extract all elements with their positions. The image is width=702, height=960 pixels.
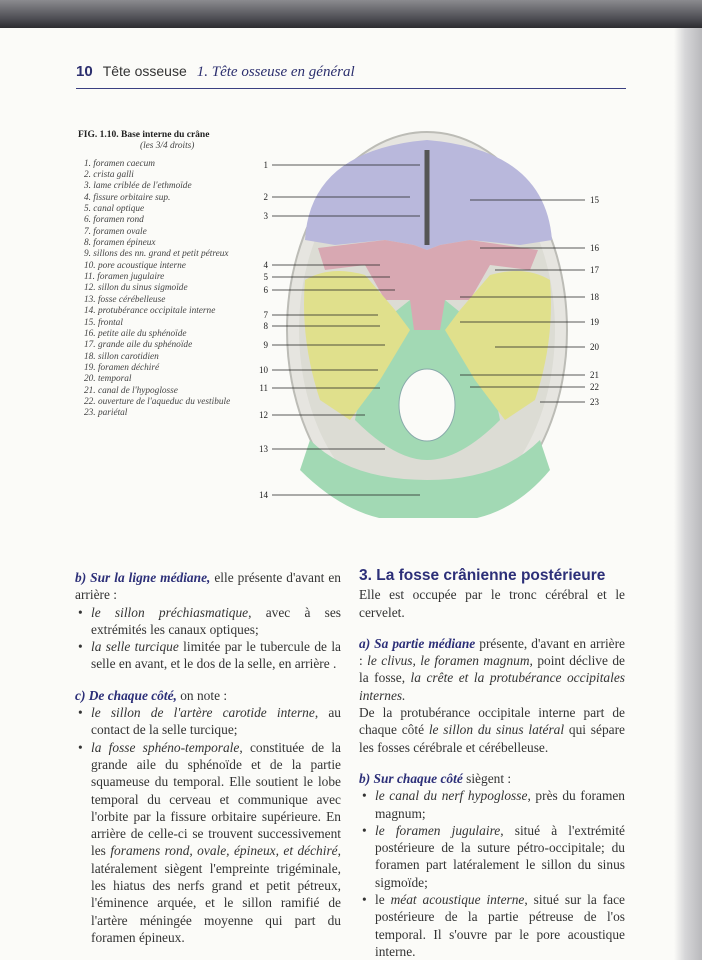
bullet-item	[75, 704, 341, 739]
legend-item: 21. canal de l'hypoglosse	[84, 385, 178, 396]
subheading: b) Sur chaque côté	[359, 770, 463, 786]
callout-number: 12	[259, 410, 268, 420]
text: De la protubérance occipitale interne part de chaque côté	[359, 705, 625, 738]
legend-item: 6. foramen rond	[84, 215, 144, 226]
text: point déclive de la fosse,	[359, 653, 626, 686]
subheading: b) Sur la ligne médiane,	[75, 570, 211, 585]
callout-number: 23	[590, 397, 599, 407]
italic-term: le sillon du sinus latéral	[428, 722, 565, 738]
legend-item: 15. frontal	[84, 317, 123, 328]
figure-subtitle: (les 3/4 droits)	[140, 141, 195, 152]
chapter-title: Tête osseuse	[102, 63, 187, 79]
callout-number: 8	[263, 321, 268, 331]
text: , près du foramen magnum;	[375, 788, 626, 821]
italic-term: la fosse sphéno-temporale	[91, 739, 240, 755]
text: , avec à ses extrémités les canaux optiques;	[91, 604, 341, 637]
paragraph	[359, 770, 625, 787]
figure-title: FIG. 1.10. Base interne du crâne	[78, 130, 210, 140]
legend-item: 17. grande aile du sphénoïde	[84, 340, 193, 351]
legend-item: 10. pore acoustique interne	[84, 260, 186, 271]
text: le	[375, 892, 391, 908]
legend-item: 13. fosse cérébelleuse	[84, 294, 166, 305]
callout-number: 22	[590, 382, 599, 392]
text: , situé à l'extrémité postérieure de la suture pétro-occipitale; du foramen part latéralement le sillon du sinus sigmoïde;	[375, 822, 626, 890]
legend-item: 22. ouverture de l'aqueduc du vestibule	[84, 396, 231, 407]
legend-item: 16. petite aile du sphénoïde	[84, 328, 187, 339]
callout-number: 5	[263, 272, 268, 282]
callout-number: 7	[263, 310, 268, 320]
legend-item: 20. temporal	[84, 374, 132, 385]
legend-item: 14. protubérance occipitale interne	[84, 306, 216, 317]
subheading: c) De chaque côté,	[75, 687, 177, 703]
section-heading	[359, 567, 625, 584]
callout-number: 1	[263, 160, 268, 170]
italic-term: le sillon de l'artère carotide interne	[91, 705, 315, 721]
bullet-item	[75, 638, 341, 673]
text: on note :	[176, 687, 228, 703]
text: présente, d'avant en arrière :	[359, 635, 626, 669]
callout-number: 9	[263, 340, 268, 350]
right-text-column	[359, 567, 625, 960]
book-gutter-shadow	[674, 28, 702, 960]
legend-item: 5. canal optique	[84, 204, 145, 215]
scan-top-edge	[0, 0, 702, 28]
paragraph	[359, 635, 625, 704]
text: , latéralement siègent l'empreinte trigéminale, les hiatus des nerfs grand et petit pétreux, l'éminence arquée, et le sillon ramifié de l'artère méningée moyenne qui part du foramen épineux.	[91, 843, 341, 945]
paragraph	[359, 704, 625, 756]
bullet-item	[359, 822, 625, 891]
callout-number: 18	[590, 292, 599, 302]
callout-number: 11	[259, 383, 268, 393]
legend-item: 8. foramen épineux	[84, 238, 156, 249]
callout-number: 14	[259, 490, 268, 500]
spacer	[359, 756, 625, 770]
spacer	[359, 621, 625, 635]
italic-term: méat acoustique interne	[390, 892, 525, 908]
bullet-item	[359, 787, 625, 822]
callout-number: 3	[263, 211, 268, 221]
callout-number: 15	[590, 195, 599, 205]
italic-term: le foramen jugulaire	[375, 822, 501, 838]
italic-term: foramens rond, ovale, épineux, et déchiré	[110, 843, 338, 859]
legend-item: 11. foramen jugulaire	[84, 272, 165, 283]
italic-term: le canal du nerf hypoglosse	[375, 788, 528, 804]
legend-item: 1. foramen caecum	[84, 158, 155, 169]
text: limitée par le tubercule de la selle en avant, et le dos de la selle, en arrière .	[91, 639, 341, 672]
callout-number: 16	[590, 243, 599, 253]
paragraph	[75, 569, 341, 604]
legend-item: 18. sillon carotidien	[84, 351, 159, 362]
spacer	[75, 673, 341, 687]
callout-number: 19	[590, 317, 599, 327]
italic-term: la selle turcique	[91, 639, 179, 655]
paragraph	[359, 586, 625, 621]
callout-number: 4	[263, 260, 268, 270]
text: , constituée de la grande aile du sphénoïde et de la partie squameuse du temporal. Elle soutient le lobe temporal du cerveau et communique avec l'orbite par la fissure orbitaire supérieure. En arrière de celle-ci se trouvent successivement les	[91, 739, 341, 859]
figure-legend	[78, 130, 248, 420]
bullet-item	[359, 891, 625, 960]
legend-item: 19. foramen déchiré	[84, 362, 160, 373]
text: qui sépare les fosses cérébrale et cérébelleuse.	[359, 722, 625, 755]
callout-number: 10	[259, 365, 268, 375]
page-number: 10	[76, 63, 93, 80]
paragraph	[75, 687, 341, 704]
legend-item: 3. lame criblée de l'ethmoïde	[84, 181, 192, 192]
running-header	[76, 63, 626, 89]
callout-number: 17	[590, 265, 599, 275]
bullet-item	[75, 739, 341, 947]
callout-number: 21	[590, 370, 599, 380]
legend-item: 12. sillon du sinus sigmoïde	[84, 283, 188, 294]
text: siègent :	[462, 770, 512, 786]
callout-number: 20	[590, 342, 599, 352]
text: Elle est occupée par le tronc cérébral et le cervelet.	[359, 587, 625, 620]
legend-item: 7. foramen ovale	[84, 226, 147, 237]
text: elle présente d'avant en arrière :	[75, 570, 341, 603]
bullet-item	[75, 604, 341, 639]
italic-term: le clivus, le foramen magnum,	[367, 653, 533, 669]
section-title: 1. Tête osseuse en général	[196, 64, 355, 80]
callout-number: 2	[263, 192, 268, 202]
text: 3. La fosse crânienne postérieure	[359, 567, 606, 584]
callout-number: 13	[259, 444, 268, 454]
legend-list	[78, 159, 248, 420]
legend-item: 23. pariétal	[84, 408, 128, 419]
legend-item: 2. crista galli	[84, 170, 134, 181]
skull-base-illustration	[230, 128, 630, 518]
left-text-column	[75, 569, 341, 946]
foramen-magnum	[399, 369, 455, 441]
text: , au contact de la selle turcique;	[91, 705, 341, 738]
subheading: a) Sa partie médiane	[359, 635, 476, 651]
callout-number: 6	[263, 285, 268, 295]
italic-term: la crête et la protubérance occipitales internes.	[359, 670, 625, 703]
legend-item: 9. sillons des nn. grand et petit pétreux	[84, 249, 229, 260]
text: , situé sur la face postérieure de la partie pétreuse de l'os temporal. Il s'ouvre par le pore acoustique interne.	[375, 892, 625, 959]
italic-term: le sillon préchiasmatique	[91, 604, 249, 620]
legend-item: 4. fissure orbitaire sup.	[84, 192, 171, 203]
